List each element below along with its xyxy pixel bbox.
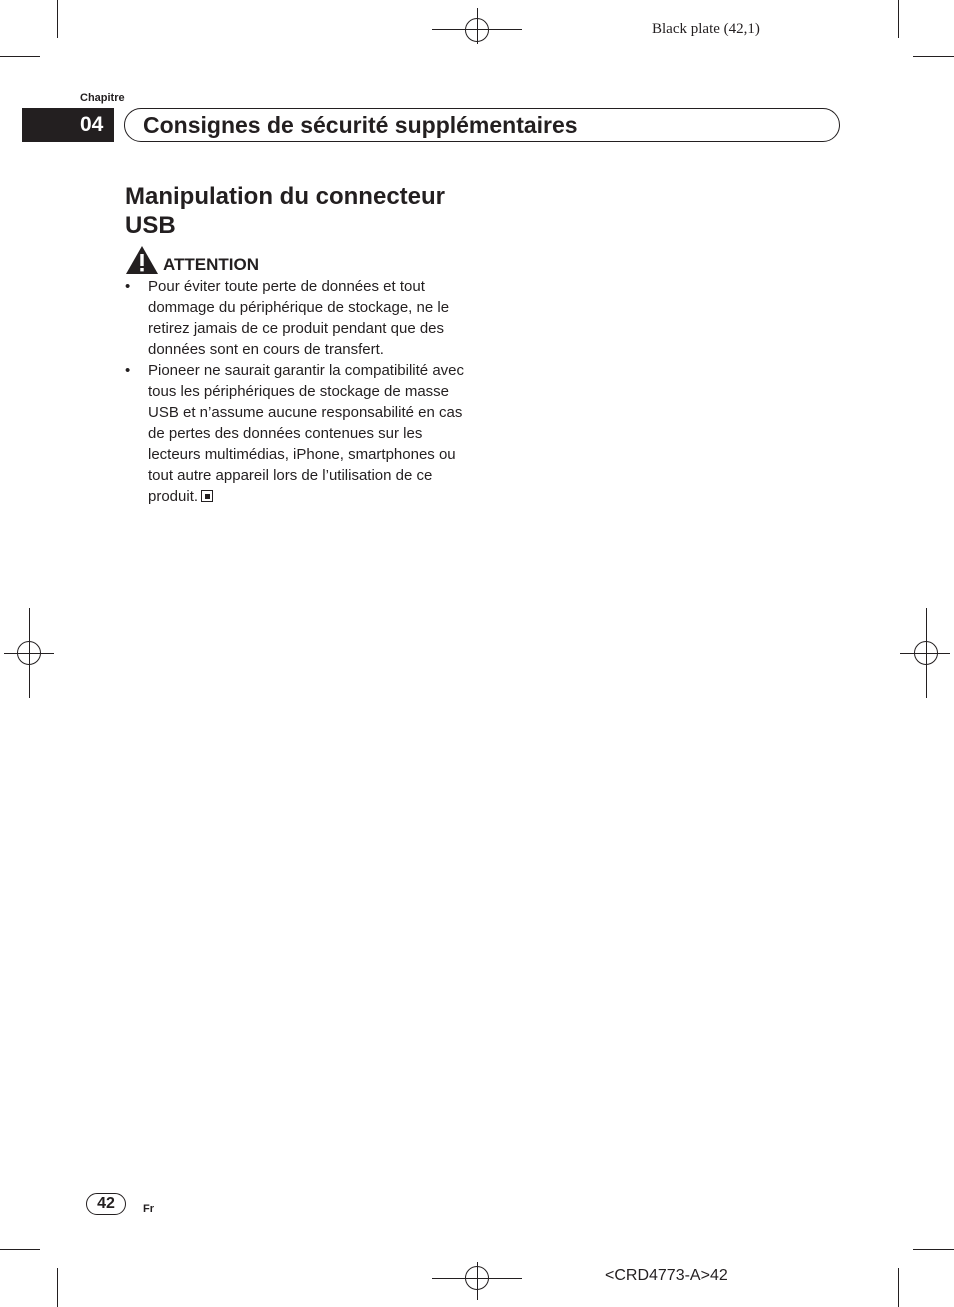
warning-triangle-icon: [125, 245, 159, 275]
language-code: Fr: [143, 1203, 154, 1215]
chapter-label: Chapitre: [80, 92, 125, 104]
section-title: Manipulation du connecteur USB: [125, 183, 446, 239]
list-item: [125, 360, 465, 507]
caution-list: [125, 276, 465, 507]
chapter-title: Consignes de sécurité supplémentaires: [124, 108, 840, 142]
page-number: 42: [86, 1193, 126, 1215]
bullet-icon: •: [125, 362, 131, 379]
caution-label: ATTENTION: [163, 255, 260, 274]
list-item-text: Pioneer ne saurait garantir la compatibilité avec tous les périphériques de stockage de masse USB et n’assume aucune responsabilité en cas de pertes des données contenues sur les lecteurs multimédias, iPhone, smartphones ou tout autre appareil lors de l’utilisation de ce produit.: [148, 362, 465, 505]
list-item: [125, 276, 465, 360]
document-reference: <CRD4773-A>42: [605, 1267, 728, 1284]
plate-label: Black plate (42,1): [652, 21, 760, 37]
list-item-text: Pour éviter toute perte de données et tout dommage du périphérique de stockage, ne le retirez jamais de ce produit pendant que des données sont en cours de transfert.: [148, 278, 450, 358]
chapter-number: 04: [22, 108, 114, 142]
end-of-section-icon: [201, 490, 213, 502]
bullet-icon: •: [125, 278, 131, 295]
